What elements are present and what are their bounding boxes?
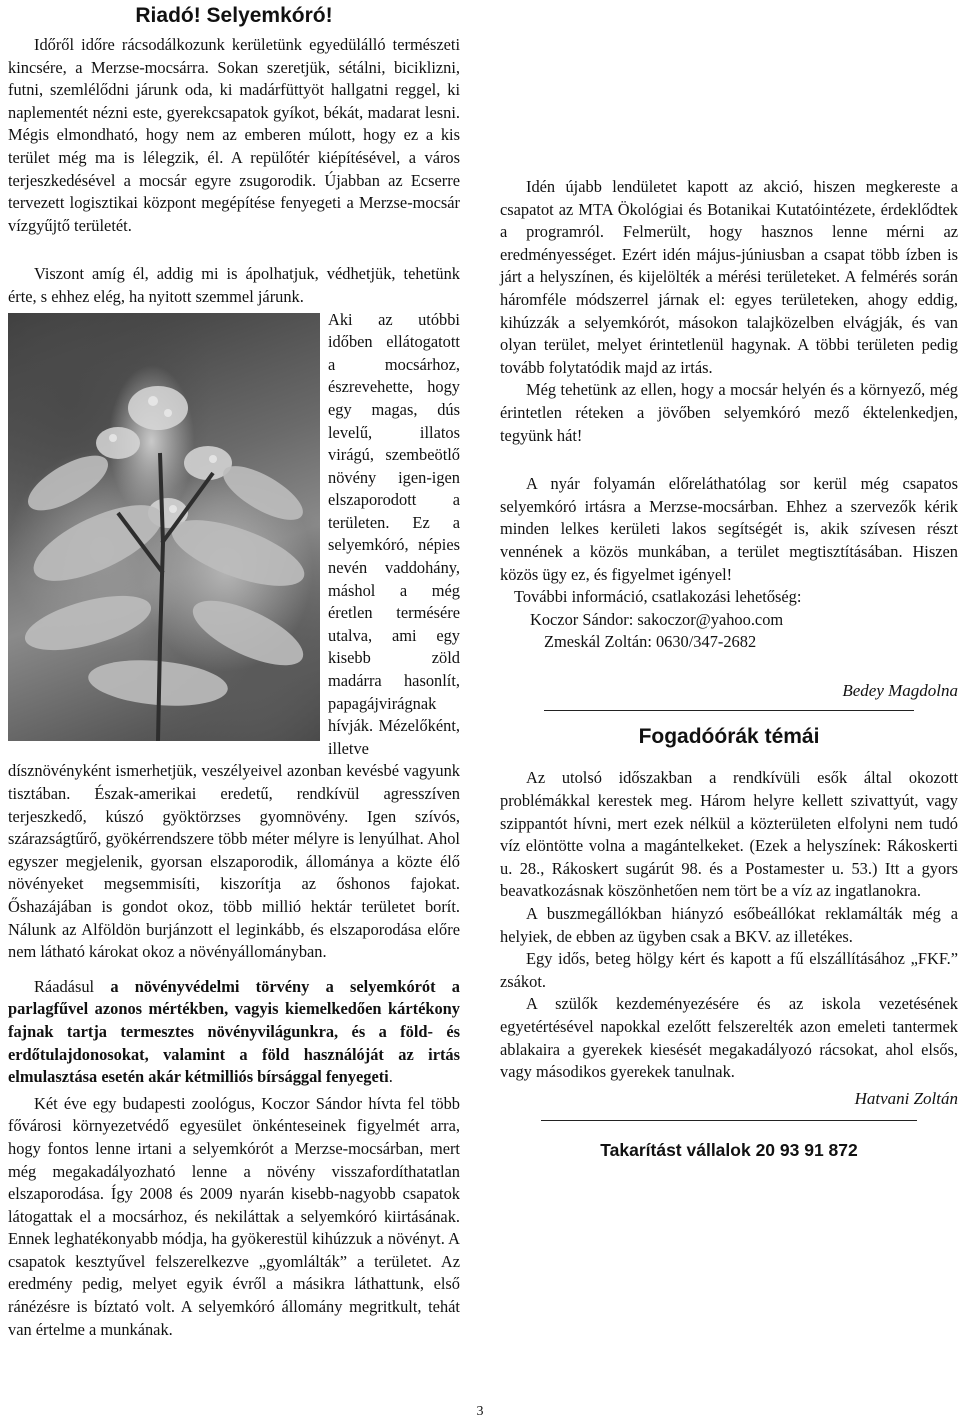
page-number: 3 xyxy=(476,1404,484,1419)
article-paragraph-7: Még tehetünk az ellen, hogy a mocsár helyén és a környező, még érintetlen réteken a jövőben selyemkóró mező éktelenkedjen, tegyünk hát! xyxy=(500,380,958,445)
article-title: Riadó! Selyemkóró! xyxy=(135,4,333,27)
section-paragraph-2: A buszmegállókban hiányzó esőbeállókat reklamálták még a helyiek, de ebben az ügyben csak a BKV. az illetékes. xyxy=(500,904,958,946)
right-column xyxy=(500,0,958,1162)
article-paragraph-4 xyxy=(8,976,460,1089)
article-paragraph-2: Viszont amíg él, addig mi is ápolhatjuk, védhetjük, tehetünk érte, s ehhez elég, ha nyitott szemmel járunk. xyxy=(8,264,460,306)
law-warning: a növényvédelmi törvény a selyemkórót a parlagfűvel azonos mértékben, vagyis kiemelkedően kártékony fajnak tartja termesztes növényvilágunkra, és a föld- és erdőtulajdonosokat, valamint a föld használóját az irtás elmulasztása esetén akár kétmilliós bírsággal fenyegeti xyxy=(8,976,460,1087)
contact-koczor: Koczor Sándor: sakoczor@yahoo.com xyxy=(530,609,784,629)
section-title: Fogadóórák témái xyxy=(638,725,820,749)
article-paragraph-3: Aki az utóbbi időben ellátogatott a mocsárhoz, észrevehette, hogy egy magas, dús levelű, illatos virágú, szembeötlő növény igen-igen elszaporodott a területen. Ez a selyemkóró, népies nevén vaddohány, máshol a még éretlen termésére utalva, ami egy kisebb zöld madárra hasonlít, papagájvirágnak hívják. Mézelőként, illetve dísznövényként ismerhetjük, veszélyeivel azonban kevésbé vagyunk tisztában. Észak-amerikai eredetű, rendkívül agresszíven terjeszkedő, kúszó gyöktörzses gyomnövény. Igen szívós, szárazságtűrő, gyökérrendszere több méter mélyre is lenyúlhat. Ahol egyszer megjelenik, gyorsan elszaporodik, állománya a közte élő növényeket megsemmisíti, kiszorítja az őshonos fajokat. Őshazájában is gondot okoz, több millió hektár területet borít. Nálunk az Alföldön burjánzott el leginkább, és elszaporodása előre nem látható károkat okoz a növényállományban. xyxy=(8,309,460,962)
info-label: További információ, csatlakozási lehetőség: xyxy=(514,587,802,607)
section-paragraph-3: Egy idős, beteg hölgy kért és kapott a fű elszállításához „FKF.” zsákot. xyxy=(500,949,958,991)
law-end: . xyxy=(388,1067,393,1087)
article-paragraph-8: A nyár folyamán előreláthatólag sor kerül még csapatos selyemkóró irtásra a Merzse-mocsárban. Ehhez a szervezők kérik minden lelkes kerületi lakos segítségét is, akik szívesen részt vennének a közös munkában, a terület megtisztításában. Hiszen közös ügy ez, és figyelmet igényel! xyxy=(500,474,958,584)
law-intro: Ráadásul xyxy=(34,976,111,996)
milkweed-photo xyxy=(8,313,320,741)
left-column xyxy=(8,0,460,1341)
article-paragraph-6: Idén újabb lendületet kapott az akció, hiszen megkereste a csapatot az MTA Ökológiai és Botanikai Kutatóintézete, érdeklődtek a programról. Felmerült, hogy hasznos lenne mérni az eredményességet. Ezért idén május-júniusban a csapat több ízben is járt a helyszínen, és kijelölték a mérési területeket. A felmérés során háromféle módszerrel járnak el: egyes területeken, ahogy eddig, kihúzzák a selyemkórót, másokon talajközelben elvágják, és van olyan terület, melyet érintetlenül hagynak. A többi területen pedig tovább folytatódik majd az irtás. xyxy=(500,177,958,377)
cleaning-ad: Takarítást vállalok 20 93 91 872 xyxy=(600,1140,858,1161)
section-paragraph-1: Az utolsó időszakban a rendkívüli esők által okozott problémákkal kerestek meg. Három helyre kellett szivattyút, vagy szippantót hívni, mert ezek nélkül a közterületen elfolyni nem tudó víz elöntötte volna a magántelkeket. (Ezek a helyszínek: Rákoskerti u. 28., Rákoskert sugárút 98. és a Postamester u. 53.) Itt a gyors beavatkozásnak köszönhetően nem tört be a víz az ingatlanokra. xyxy=(500,768,958,901)
section-paragraph-4: A szülők kezdeményezésére és az iskola vezetésének egyetértésével napokkal ezelőtt felszerelték azon emeleti tantermek ablakaira a gyerekek kiesését megakadályozó rácsokat, ahol elsős, vagy másodikos gyerekek tanulnak. xyxy=(500,994,958,1082)
section-author: Hatvani Zoltán xyxy=(854,1088,958,1108)
photo-wrap xyxy=(8,309,460,964)
contact-zmeskal: Zmeskál Zoltán: 0630/347-2682 xyxy=(544,632,757,652)
author-signature: Bedey Magdolna xyxy=(842,680,958,700)
article-paragraph-5: Két éve egy budapesti zoológus, Koczor Sándor hívta fel több fővárosi környezetvédő egyesület önkénteseinek figyelmét arra, hogy fontos lenne irtani a selyemkórót a Merzse-mocsárban, mert még megakadályozható lenne a növény visszafordíthatatlan elszaporodása. Így 2008 és 2009 nyarán kisebb-nagyobb csapatok látogattak el a mocsárhoz, és nekiláttak a selyemkóró kiirtásának. Ennek leghatékonyabb módja, ha gyökerestül kihúzzuk a növényt. A csapatok kesztyűvel felszerelkezve „gyomlálták” a területet. Az eredmény pedig, melyet egyik évről a másikra láthattunk, első ránézésre is bíztató volt. A selyemkóró állomány megritkult, tehát van értelme a munkának. xyxy=(8,1093,460,1339)
article-paragraph-1: Időről időre rácsodálkozunk kerületünk egyedülálló természeti kincsére, a Merzse-mocsárra. Sokan szeretjük, sétálni, biciklizni, futni, szemlélődni járunk oda, ki madárfüttyöt hallgatni reggel, ki naplementét nézni este, gyerekcsapatok gyíkot, békát, madarat lesni. Mégis elmondható, hogy nem az emberen múlott, hogy ez a kis terület még ma is lélegzik, él. A repülőtér kiépítésével, a város terjeszkedésével a mocsár egyre zsugorodik. Újabban az Ecserre tervezett logisztikai központ megépítése fenyegeti a Merzse-mocsár vízgyűjtő területét. xyxy=(8,35,460,235)
